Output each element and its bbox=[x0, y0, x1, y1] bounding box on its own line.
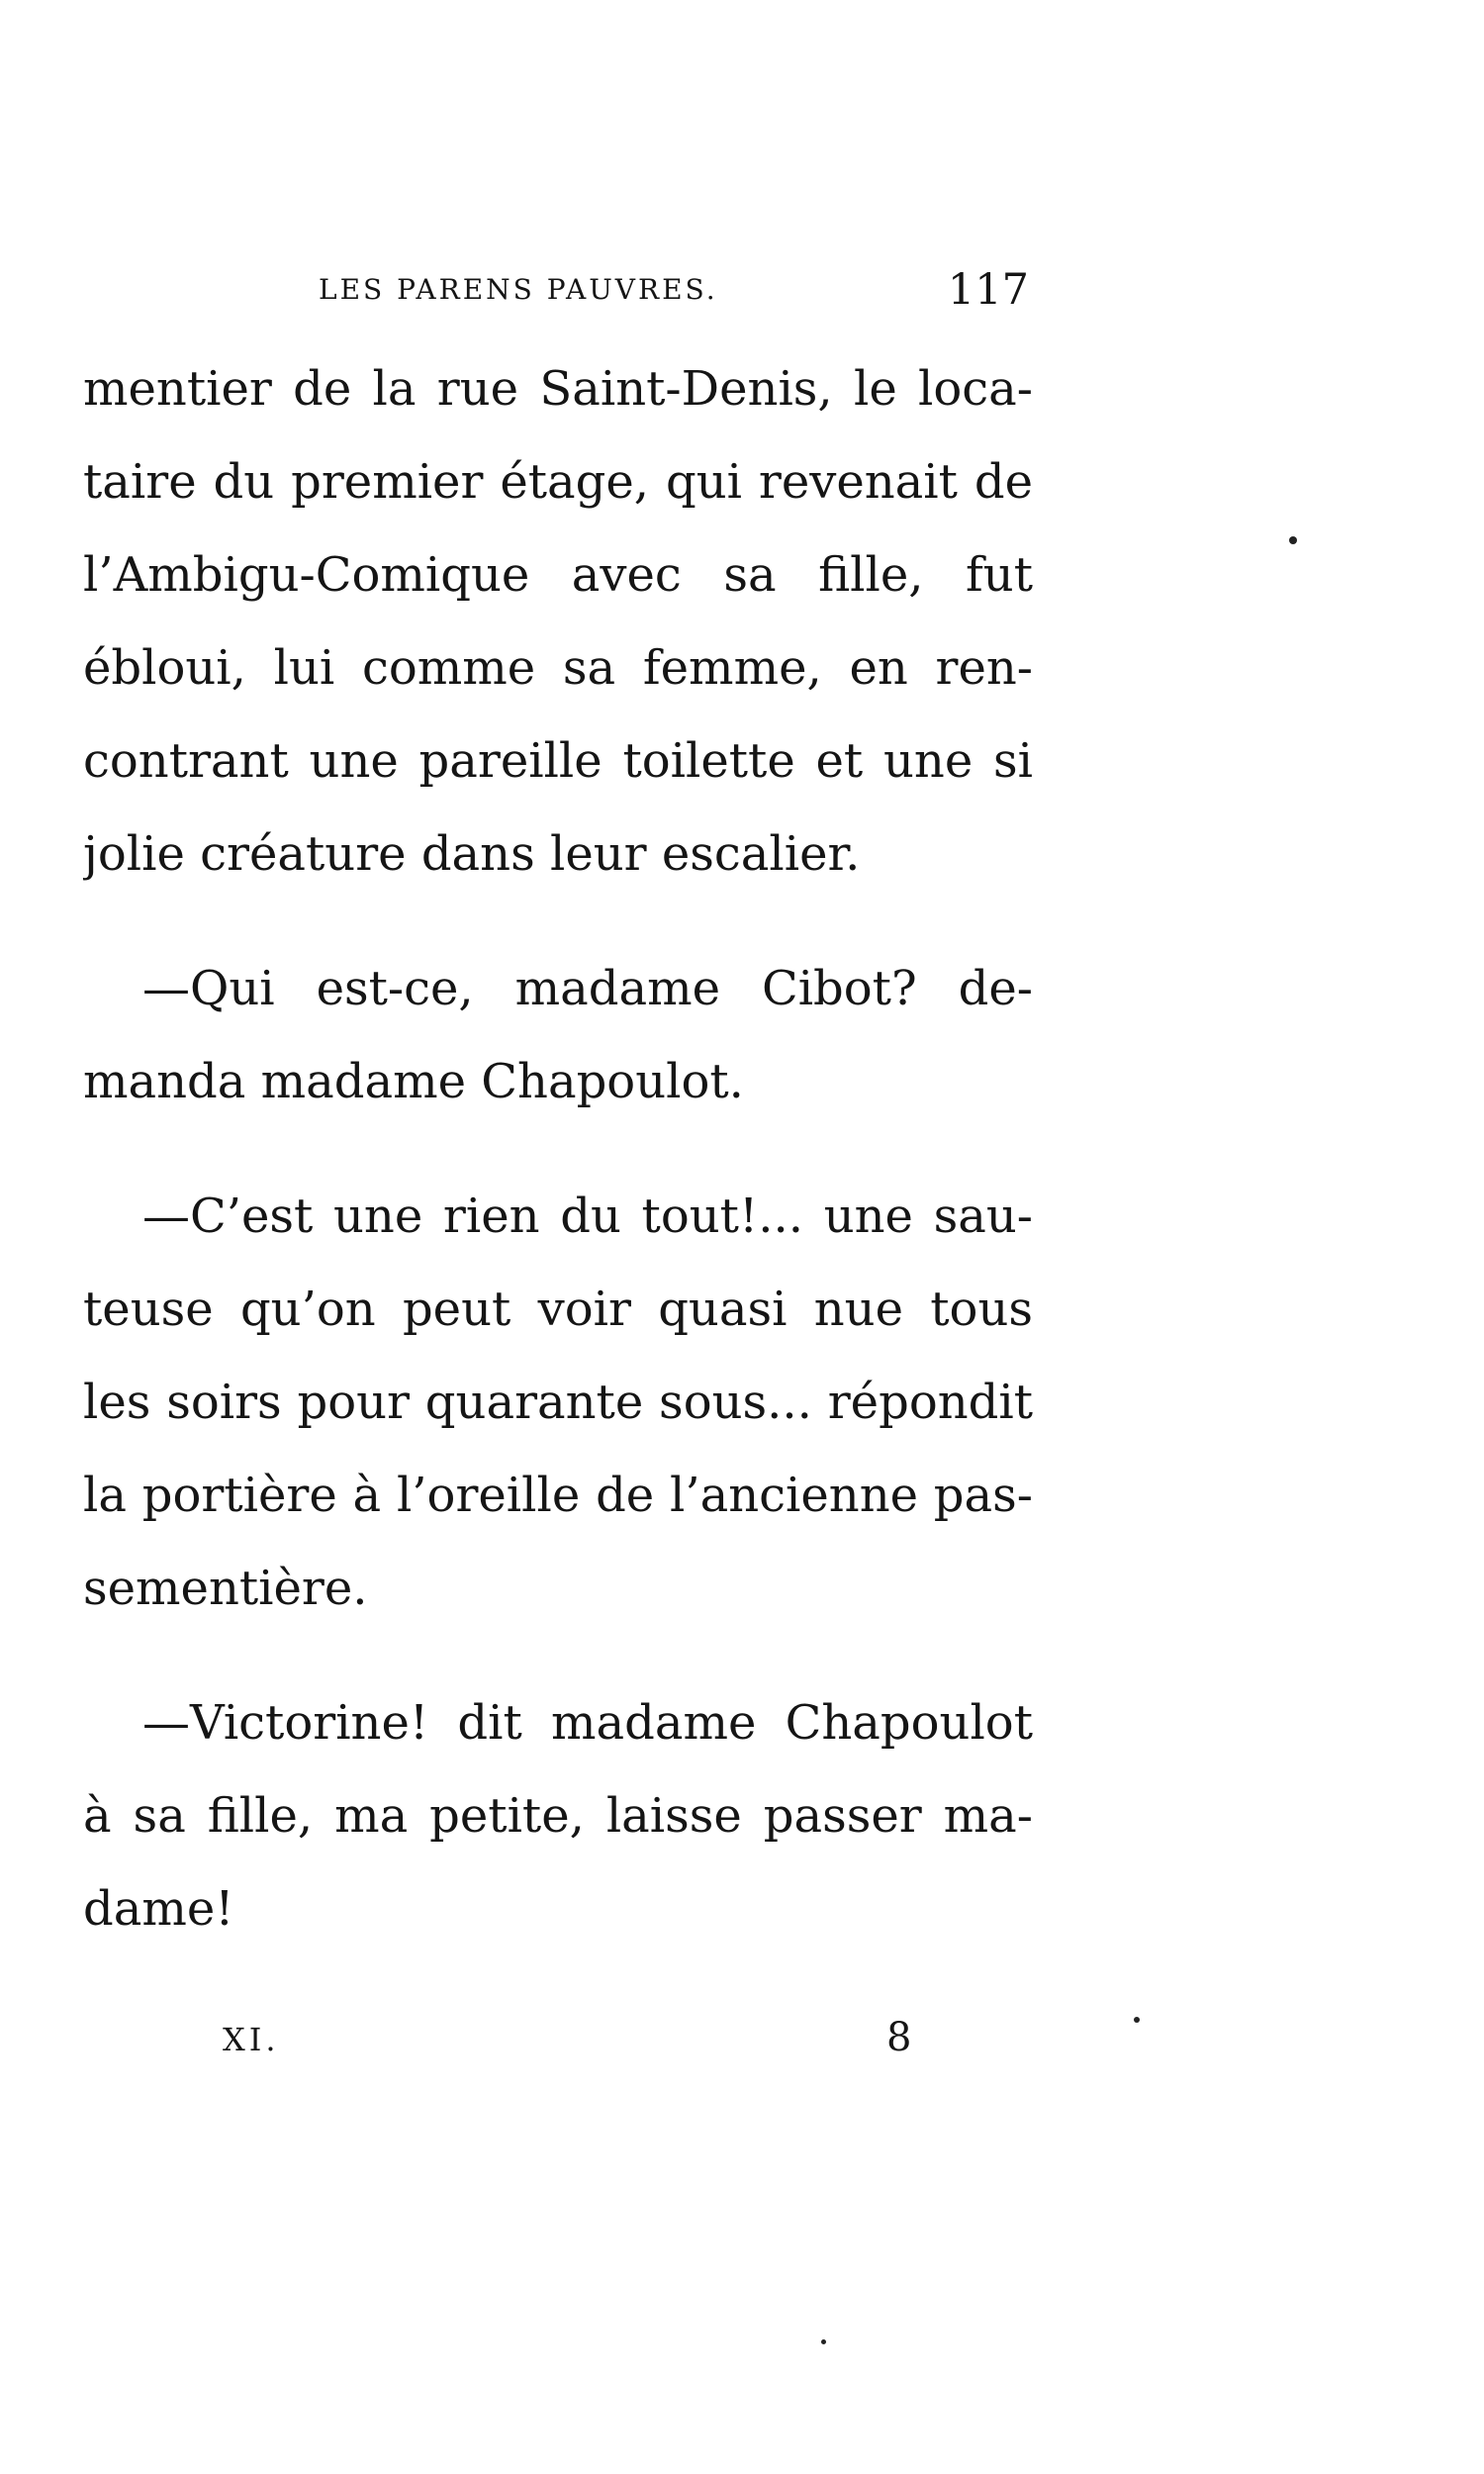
text-line: jolie créature dans leur escalier. bbox=[83, 826, 861, 882]
text-line: ébloui, lui comme sa femme, en ren- bbox=[83, 640, 1033, 696]
text-line: contrant une pareille toilette et une si bbox=[83, 733, 1033, 789]
text-line: mentier de la rue Saint-Denis, le loca- bbox=[83, 361, 1033, 417]
text-line: teuse qu’on peut voir quasi nue tous bbox=[83, 1282, 1033, 1337]
body-text bbox=[83, 342, 1033, 1955]
text-line: à sa fille, ma petite, laisse passer ma- bbox=[83, 1788, 1033, 1844]
running-title: LES PARENS PAUVRES. bbox=[319, 273, 718, 306]
text-line: l’Ambigu-Comique avec sa fille, fut bbox=[83, 547, 1033, 603]
text-line: sementière. bbox=[83, 1561, 368, 1616]
signature-mark: XI. bbox=[223, 2021, 280, 2058]
text-line: —Qui est-ce, madame Cibot? de- bbox=[142, 961, 1033, 1016]
page-number: 117 bbox=[947, 265, 1029, 315]
ink-speck bbox=[821, 2339, 826, 2344]
ink-speck bbox=[1134, 2017, 1140, 2023]
text-line: —Victorine! dit madame Chapoulot bbox=[142, 1695, 1033, 1751]
paragraph-gap bbox=[83, 901, 1033, 942]
sheet-number: 8 bbox=[886, 2015, 912, 2060]
text-line: manda madame Chapoulot. bbox=[83, 1054, 744, 1109]
text-line: dame! bbox=[83, 1881, 234, 1937]
text-line: —C’est une rien du tout!... une sau- bbox=[142, 1189, 1033, 1244]
text-line: la portière à l’oreille de l’ancienne pas- bbox=[83, 1468, 1033, 1523]
paragraph-gap bbox=[83, 1635, 1033, 1676]
page-header bbox=[319, 265, 1029, 315]
ink-speck bbox=[1289, 536, 1297, 544]
text-line: les soirs pour quarante sous... répondit bbox=[83, 1375, 1033, 1430]
text-line: taire du premier étage, qui revenait de bbox=[83, 454, 1033, 510]
paragraph-gap bbox=[83, 1128, 1033, 1170]
